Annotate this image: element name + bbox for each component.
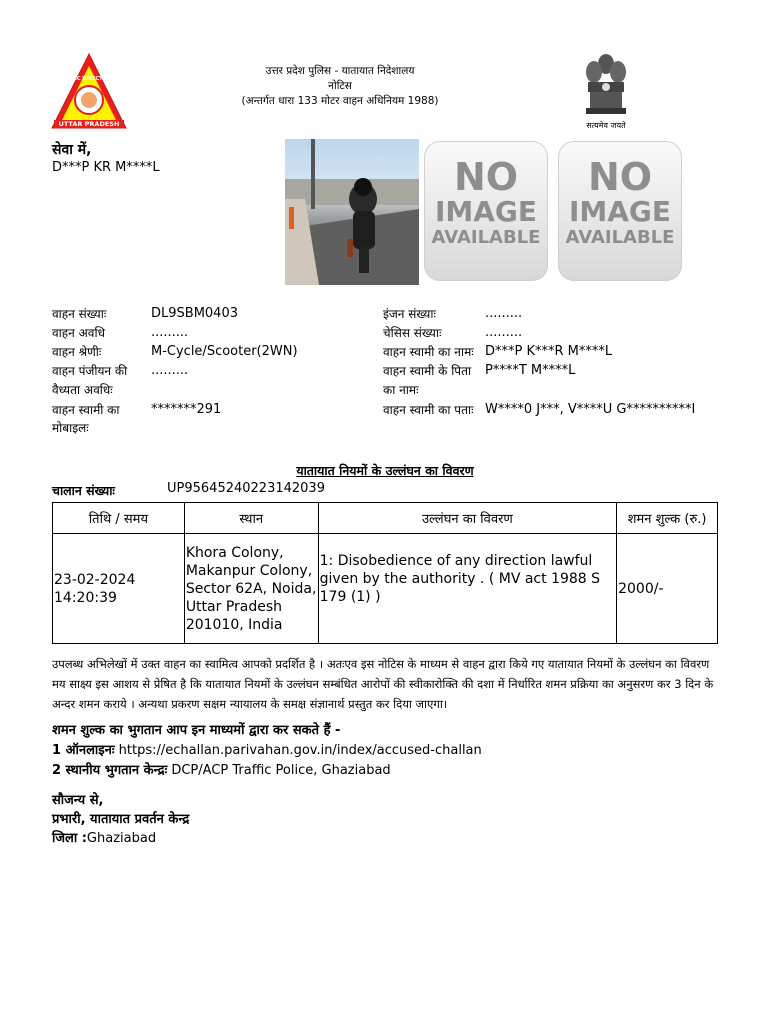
payment-local-value: DCP/ACP Traffic Police, Ghaziabad [171,763,391,778]
engine-number-value: ......... [485,306,523,321]
emblem-motto: सत्यमेव जयते [586,121,626,130]
national-emblem [578,50,634,134]
footer-courtesy: सौजन्य से, [52,793,104,808]
vehicle-class-value: M-Cycle/Scooter(2WN) [151,344,298,359]
violation-fine: 2000/- [617,534,718,644]
column-header-description: उल्लंघन का विवरण [318,503,616,534]
no-image-text: AVAILABLE [565,227,675,248]
owner-mobile-value: *******291 [151,402,222,417]
logo-top-text: TRAFFIC DIRECTORATE [57,76,121,82]
footer-district [52,829,156,849]
challan-number-value: UP95645240223142039 [167,481,325,496]
engine-number-label: इंजन संख्याः [383,307,436,321]
column-header-fine: शमन शुल्क (रु.) [617,503,718,534]
vehicle-period-label: वाहन अवधि [52,326,105,340]
violation-heading: यातायात नियमों के उल्लंघन का विवरण [296,463,474,478]
header-act: (अन्तर्गत धारा 133 मोटर वाहन अधिनियम 1988) [241,95,439,107]
traffic-directorate-logo [50,52,128,132]
owner-name-value: D***P K***R M****L [485,344,613,359]
violation-location: Khora Colony, Makanpur Colony, Sector 62A, Noida, Uttar Pradesh 201010, India [184,534,318,644]
no-image-text: AVAILABLE [431,227,541,248]
footer-officer: प्रभारी, यातायात प्रवर्तन केन्द्र [52,812,190,827]
challan-number-label: चालान संख्याः [52,483,115,498]
chassis-number-value: ......... [485,325,523,340]
header-notice: नोटिस [328,80,352,92]
no-image-text: IMAGE [434,195,538,228]
recipient-name: D***P KR M****L [52,160,160,175]
vehicle-number-label: वाहन संख्याः [52,307,107,321]
owner-mobile-label-2: मोबाइलः [52,421,89,435]
header-title: उत्तर प्रदेश पुलिस - यातायात निदेशालय [265,65,415,77]
vehicle-reg-label-2: वैध्यता अवधिः [52,383,113,397]
payment-local-label: 2 स्थानीय भुगतान केन्द्रः [52,763,168,778]
evidence-photo [285,139,419,285]
violation-table [52,502,718,644]
vehicle-class-label: वाहन श्रेणीः [52,345,102,359]
vehicle-period-value: ......... [151,325,189,340]
column-header-datetime: तिथि / समय [53,503,185,534]
no-image-placeholder-2 [558,141,682,281]
violation-datetime: 23-02-2024 14:20:39 [53,534,185,644]
notice-paragraph: उपलब्ध अभिलेखों में उक्त वाहन का स्वामित्व आपको प्रदर्शित है । अतःएव इस नोटिस के माध्यम से वाहन द्वारा किये गए यातायात नियमों के उल्लंघन का विवरण मय साक्ष्य इस आशय से प्रेषित है कि यातायात नियमों के उल्लंघन सम्बंधित आरोपों की स्वीकारोक्ति की दशा में निर्धारित शमन प्रक्रिया का अनुसरण कर 3 दिन के अन्दर शमन कराये । अन्यथा प्रकरण सक्षम न्यायालय के समक्ष संज्ञानार्थ प्रस्तुत कर दिया जाएगा। [52,657,714,711]
payment-local [52,761,391,781]
recipient-label: सेवा में, [52,142,92,158]
payment-online-link[interactable]: https://echallan.parivahan.gov.in/index/accused-challan [118,743,482,758]
chassis-number-label: चेसिस संख्याः [383,326,442,340]
footer-district-label: जिला : [52,831,87,846]
owner-name-label: वाहन स्वामी का नामः [383,345,474,359]
owner-address-value: W****0 J***, V****U G**********I [485,402,696,417]
no-image-placeholder-1 [424,141,548,281]
owner-father-label: वाहन स्वामी के पिता [383,364,472,378]
owner-address-label: वाहन स्वामी का पताः [383,403,474,417]
violation-description: 1: Disobedience of any direction lawful given by the authority . ( MV act 1988 S 179 (1) ) [318,534,616,644]
payment-online [52,741,482,761]
owner-father-value: P****T M****L [485,363,576,378]
table-row [53,534,718,644]
payment-online-label: 1 ऑनलाइनः [52,743,115,758]
no-image-text: NO [453,155,519,199]
table-header-row [53,503,718,534]
vehicle-reg-value: ......... [151,363,189,378]
vehicle-number-value: DL9SBM0403 [151,306,238,321]
column-header-location: स्थान [184,503,318,534]
no-image-text: NO [587,155,653,199]
payment-heading: शमन शुल्क का भुगतान आप इन माध्यमों द्वारा कर सकते हैं - [52,723,341,738]
owner-mobile-label: वाहन स्वामी का [52,403,120,417]
owner-father-label-2: का नामः [383,383,419,397]
logo-bottom-text: UTTAR PRADESH [58,120,120,128]
no-image-text: IMAGE [568,195,672,228]
footer-district-value: Ghaziabad [86,831,157,846]
vehicle-reg-label: वाहन पंजीयन की [52,364,128,378]
